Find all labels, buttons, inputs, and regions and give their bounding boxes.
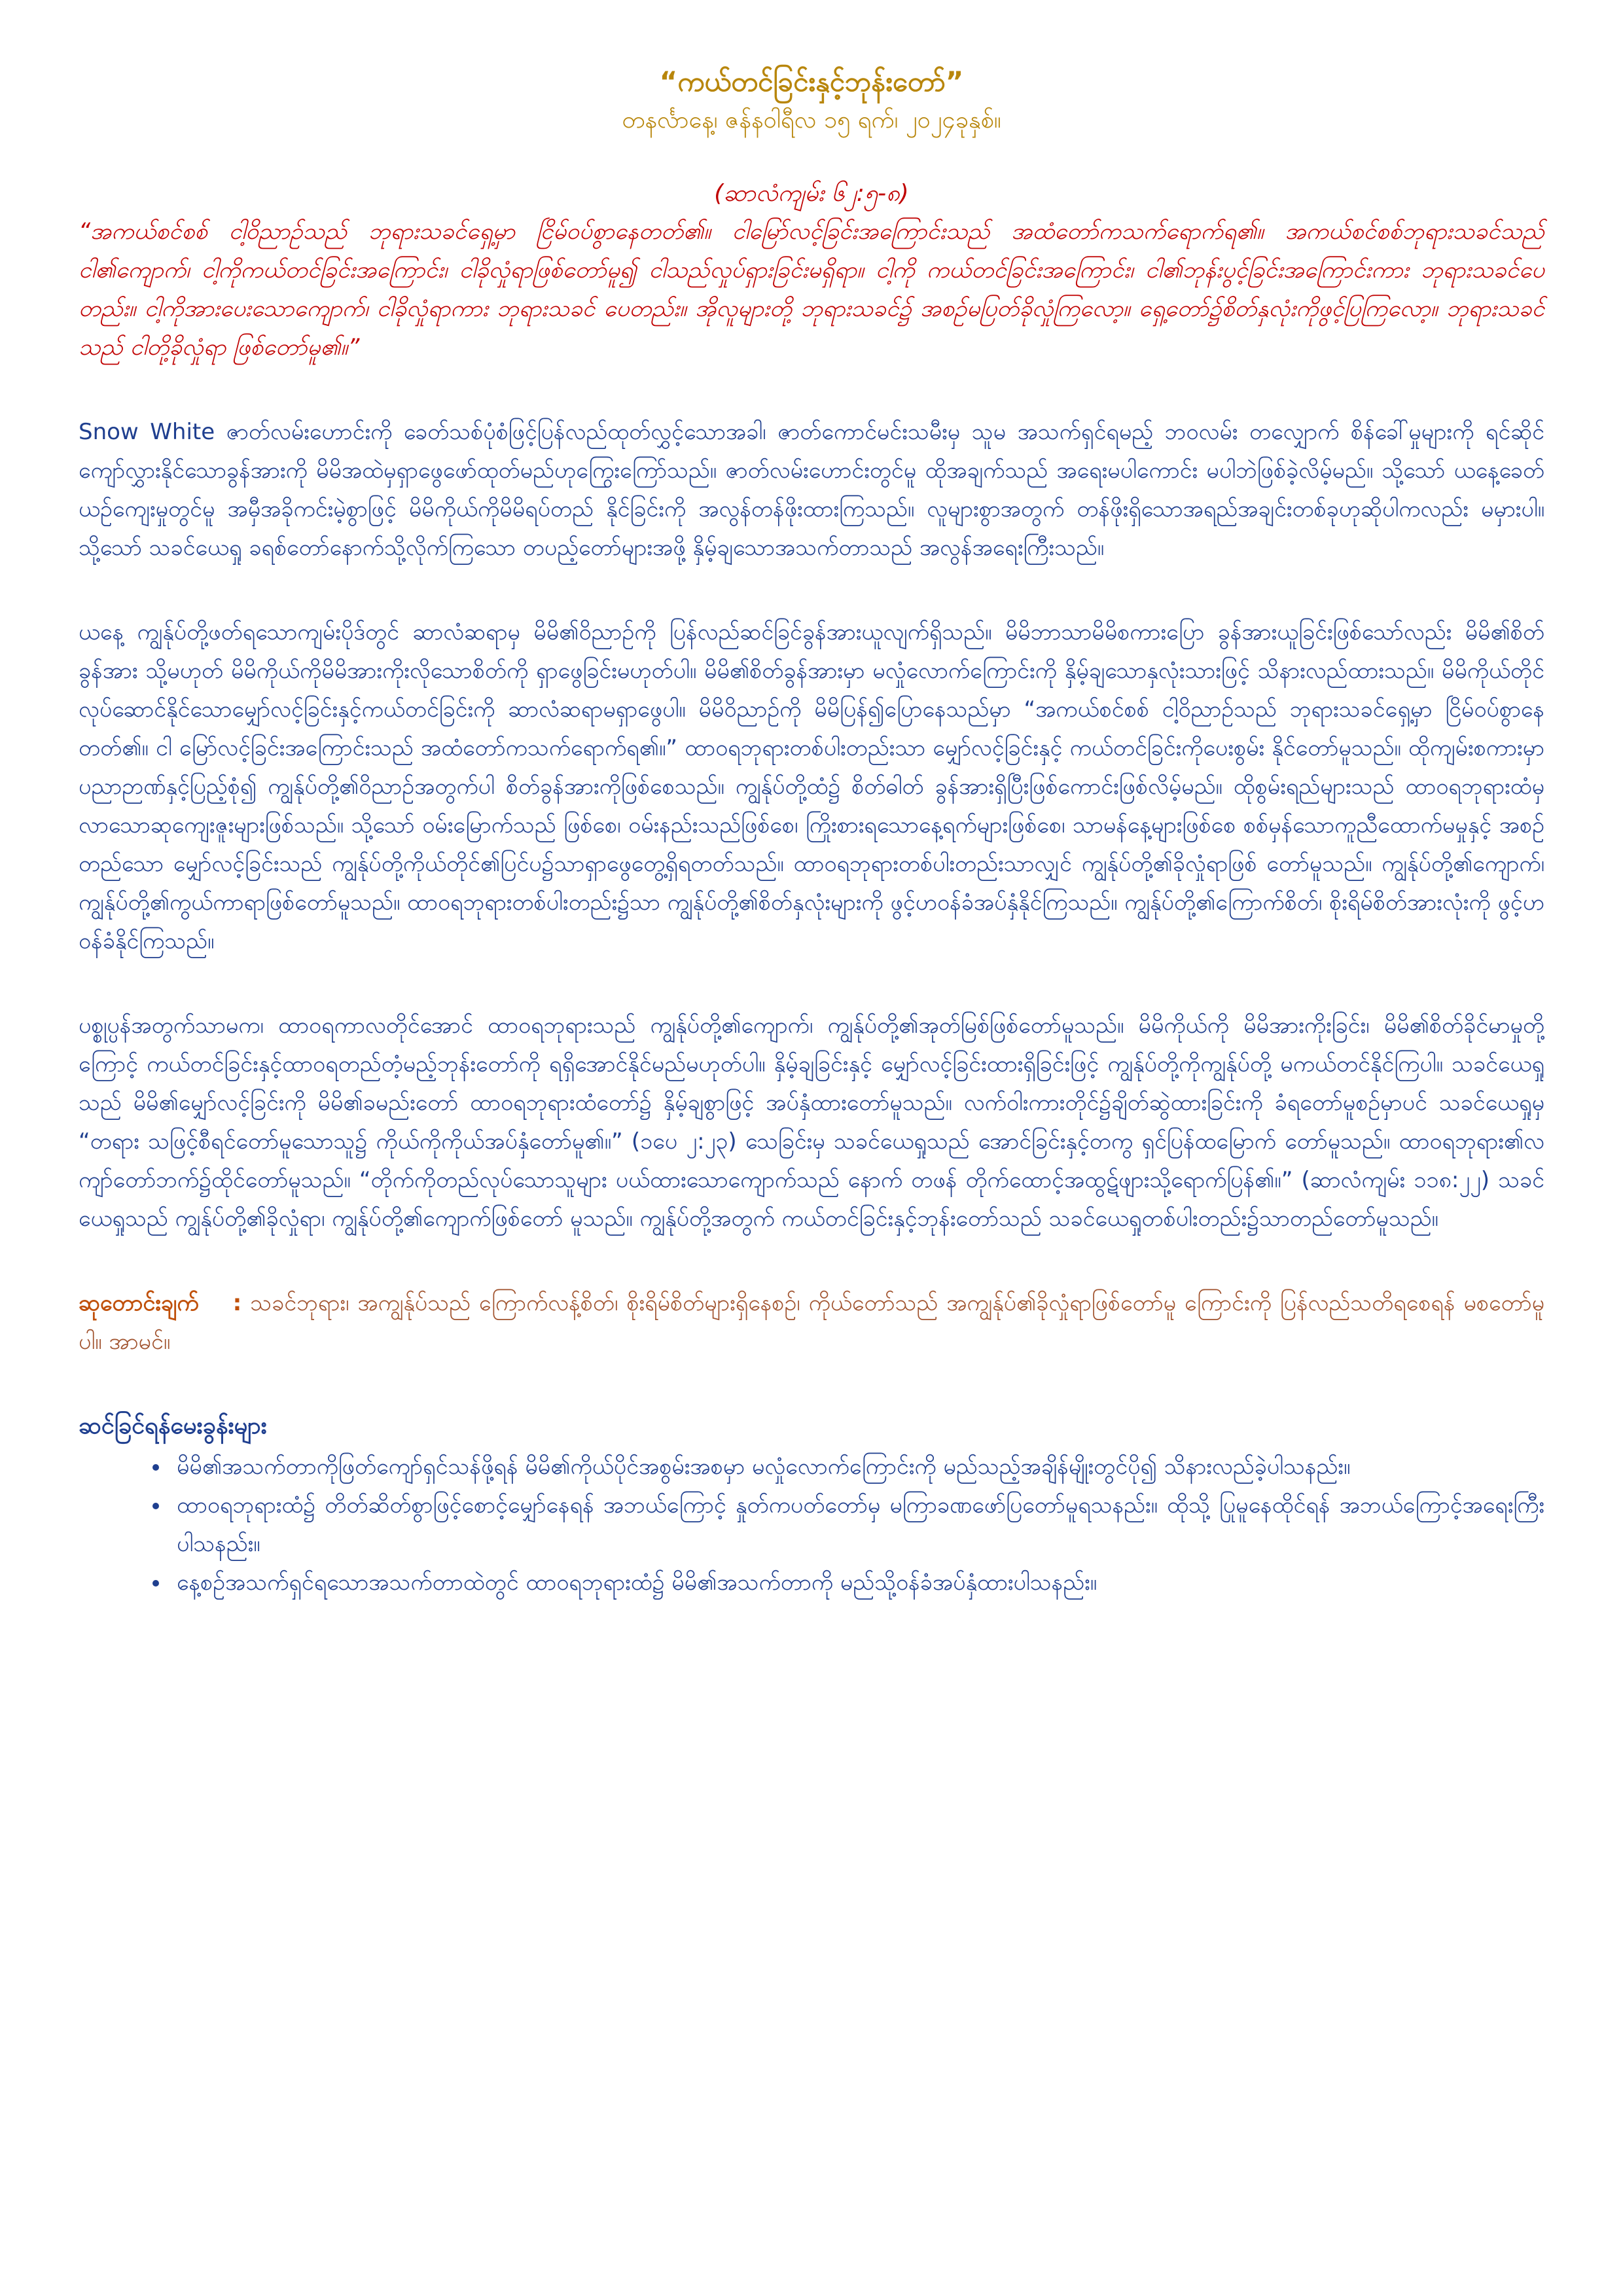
- prayer-separator: :: [232, 1290, 242, 1316]
- prayer-block: [79, 1284, 1544, 1361]
- reflection-question-list: [79, 1448, 1544, 1602]
- body-paragraph-1: Snow White ဇာတ်လမ်းဟောင်းကို ခေတ်သစ်ပုံစံဖြင့်ပြန်လည်ထုတ်လွှင့်သောအခါ၊ ဇာတ်ကောင်မင်းသမီးမှ သူမ အသက်ရှင်ရမည့် ဘဝလမ်း တလျှောက် စိန်ခေါ်မှုများကို ရင်ဆိုင်ကျော်လွှားနိုင်သောခွန်အားကို မိမိအထဲမှရှာဖွေဖော်ထုတ်မည်ဟုကြွေးကြော်သည်။ ဇာတ်လမ်းဟောင်းတွင်မူ ထိုအချက်သည် အရေးမပါကောင်း မပါဘဲဖြစ်ခဲ့လိမ့်မည်။ သို့သော် ယနေ့ခေတ်ယဉ်ကျေးမှုတွင်မူ အမှီအခိုကင်းမဲ့စွာဖြင့် မိမိကိုယ်ကိုမိမိရပ်တည် နိုင်ခြင်းကို အလွန်တန်ဖိုးထားကြသည်။ လူများစွာအတွက် တန်ဖိုးရှိသောအရည်အချင်းတစ်ခုဟုဆိုပါကလည်း မမှားပါ။ သို့သော် သခင်ယေရှု ခရစ်တော်နောက်သို့လိုက်ကြသော တပည့်တော်များအဖို့ နှိမ့်ချသောအသက်တာသည် အလွန်အရေးကြီးသည်။: [79, 419, 1544, 561]
- reflection-heading: ဆင်ခြင်ရန်မေးခွန်းများ: [79, 1412, 267, 1439]
- reflection-question-1: • မိမိ၏အသက်တာကိုဖြတ်ကျော်ရှင်သန်ဖို့ရန် မိမိ၏ကိုယ်ပိုင်အစွမ်းအစမှာ မလှုံလောက်ကြောင်းကို မည်သည့်အချိန်မျိုးတွင်ပို၍ သိနားလည်ခဲ့ပါသနည်း။: [170, 1448, 1544, 1486]
- scripture-quote: “အကယ်စင်စစ် ငါ့ဝိညာဉ်သည် ဘုရားသခင်ရှေ့မှာ ငြိမ်ဝပ်စွာနေတတ်၏။ ငါမြော်လင့်ခြင်းအကြောင်းသည် အထံတော်ကသက်ရောက်ရ၏။ အကယ်စင်စစ်ဘုရားသခင်သည် ငါ၏ကျောက်၊ ငါ့ကိုကယ်တင်ခြင်းအကြောင်း၊ ငါခိုလှုံရာဖြစ်တော်မူ၍ ငါသည်လှုပ်ရှားခြင်းမရှိရာ။ ငါ့ကို ကယ်တင်ခြင်းအကြောင်း၊ ငါ၏ဘုန်းပွင့်ခြင်းအကြောင်းကား ဘုရားသခင်ပေတည်း။ ငါ့ကိုအားပေးသောကျောက်၊ ငါခိုလှုံရာကား ဘုရားသခင် ပေတည်း။ အိုလူများတို့ ဘုရားသခင်၌ အစဉ်မပြတ်ခိုလှုံကြလော့။ ရှေ့တော်၌စိတ်နှလုံးကိုဖွင့်ပြကြလော့။ ဘုရားသခင်သည် ငါတို့ခိုလှုံရာ ဖြစ်တော်မူ၏။”: [79, 219, 1544, 361]
- body-paragraph-3: ပစ္စုပ္ပန်အတွက်သာမက၊ ထာဝရကာလတိုင်အောင် ထာဝရဘုရားသည် ကျွန်ုပ်တို့၏ကျောက်၊ ကျွန်ုပ်တို့၏အုတ်မြစ်ဖြစ်တော်မူသည်။ မိမိကိုယ်ကို မိမိအားကိုးခြင်း၊ မိမိ၏စိတ်ခိုင်မာမှုတို့ကြောင့် ကယ်တင်ခြင်းနှင့်ထာဝရတည်တံ့မည့်ဘုန်းတော်ကို ရရှိအောင်နိုင်မည်မဟုတ်ပါ။ နှိမ့်ချခြင်းနှင့် မျှော်လင့်ခြင်းထားရှိခြင်းဖြင့် ကျွန်ုပ်တို့ကိုကျွန်ုပ်တို့ မကယ်တင်နိုင်ကြပါ။ သခင်ယေရှုသည် မိမိ၏မျှော်လင့်ခြင်းကို မိမိ၏ခမည်းတော် ထာဝရဘုရားထံတော်၌ နှိမ့်ချစွာဖြင့် အပ်နှံထားတော်မူသည်။ လက်ဝါးကားတိုင်၌ချိတ်ဆွဲထားခြင်းကို ခံရတော်မူစဉ်မှာပင် သခင်ယေရှုမှ “တရား သဖြင့်စီရင်တော်မူသောသူ၌ ကိုယ်ကိုကိုယ်အပ်နှံတော်မူ၏။” (၁ပေ ၂:၂၃) သေခြင်းမှ သခင်ယေရှုသည် အောင်ခြင်းနှင့်တကွ ရှင်ပြန်ထမြောက် တော်မူသည်။ ထာဝရဘုရား၏လကျာ်တော်ဘက်၌ထိုင်တော်မူသည်။ “တိုက်ကိုတည်လုပ်သောသူများ ပယ်ထားသောကျောက်သည် နောက် တဖန် တိုက်ထောင့်အထွဋ်ဖျားသို့ရောက်ပြန်၏။” (ဆာလံကျမ်း ၁၁၈:၂၂) သခင်ယေရှုသည် ကျွန်ုပ်တို့၏ခိုလှုံရာ၊ ကျွန်ုပ်တို့၏ကျောက်ဖြစ်တော် မူသည်။ ကျွန်ုပ်တို့အတွက် ကယ်တင်ခြင်းနှင့်ဘုန်းတော်သည် သခင်ယေရှုတစ်ပါးတည်း၌သာတည်တော်မူသည်။: [79, 1013, 1544, 1232]
- devotional-date: တနင်္လာနေ့၊ ဇန်နဝါရီလ ၁၅ ရက်၊ ၂၀၂၄ခုနှစ်။: [622, 107, 1001, 134]
- devotional-page: [79, 62, 1544, 1602]
- scripture-reference: (ဆာလံကျမ်း ၆၂:၅-၈): [714, 180, 909, 207]
- reflection-question-3: • နေ့စဉ်အသက်ရှင်ရသောအသက်တာထဲတွင် ထာဝရဘုရားထံ၌ မိမိ၏အသက်တာကို မည်သို့ဝန်ခံအပ်နှံထားပါသနည်း။: [170, 1564, 1544, 1602]
- body-paragraph-2: ယနေ့ ကျွန်ုပ်တို့ဖတ်ရသောကျမ်းပိုဒ်တွင် ဆာလံဆရာမှ မိမိ၏ဝိညာဉ်ကို ပြန်လည်ဆင်ခြင်ခွန်အားယူလျက်ရှိသည်။ မိမိဘာသာမိမိစကားပြော ခွန်အားယူခြင်းဖြစ်သော်လည်း မိမိ၏စိတ်ခွန်အား သို့မဟုတ် မိမိကိုယ်ကိုမိမိအားကိုးလိုသောစိတ်ကို ရှာဖွေခြင်းမဟုတ်ပါ။ မိမိ၏စိတ်ခွန်အားမှာ မလှုံလောက်ကြောင်းကို နှိမ့်ချသောနှလုံးသားဖြင့် သိနားလည်ထားသည်။ မိမိကိုယ်တိုင်လုပ်ဆောင်နိုင်သောမျှော်လင့်ခြင်းနှင့်ကယ်တင်ခြင်းကို ဆာလံဆရာမရှာဖွေပါ။ မိမိဝိညာဉ်ကို မိမိပြန်၍ပြောနေသည်မှာ “အကယ်စင်စစ် ငါ့ဝိညာဉ်သည် ဘုရားသခင်ရှေ့မှာ ငြိမ်ဝပ်စွာနေတတ်၏။ ငါ မြော်လင့်ခြင်းအကြောင်းသည် အထံတော်ကသက်ရောက်ရ၏။” ထာဝရဘုရားတစ်ပါးတည်းသာ မျှော်လင့်ခြင်းနှင့် ကယ်တင်ခြင်းကိုပေးစွမ်း နိုင်တော်မူသည်။ ထိုကျမ်းစကားမှာ ပညာဉာဏ်နှင့်ပြည့်စုံ၍ ကျွန်ုပ်တို့၏ဝိညာဉ်အတွက်ပါ စိတ်ခွန်အားကိုဖြစ်စေသည်။ ကျွန်ုပ်တို့ထံ၌ စိတ်ဓါတ် ခွန်အားရှိပြီးဖြစ်ကောင်းဖြစ်လိမ့်မည်။ ထိုစွမ်းရည်များသည် ထာဝရဘုရားထံမှလာသောဆုကျေးဇူးများဖြစ်သည်။ သို့သော် ဝမ်းမြောက်သည် ဖြစ်စေ၊ ဝမ်းနည်းသည်ဖြစ်စေ၊ ကြိုးစားရသောနေ့ရက်များဖြစ်စေ၊ သာမန်နေ့များဖြစ်စေ စစ်မှန်သောကူညီထောက်မမှုနှင့် အစဉ်တည်သော မျှော်လင့်ခြင်းသည် ကျွန်ုပ်တို့ကိုယ်တိုင်၏ပြင်ပ၌သာရှာဖွေတွေ့ရှိရတတ်သည်။ ထာဝရဘုရားတစ်ပါးတည်းသာလျှင် ကျွန်ုပ်တို့၏ခိုလှုံရာဖြစ် တော်မူသည်။ ကျွန်ုပ်တို့၏ကျောက်၊ ကျွန်ုပ်တို့၏ကွယ်ကာရာဖြစ်တော်မူသည်။ ထာဝရဘုရားတစ်ပါးတည်း၌သာ ကျွန်ုပ်တို့၏စိတ်နှလုံးများကို ဖွင့်ဟဝန်ခံအပ်နှံနိုင်ကြသည်။ ကျွန်ုပ်တို့၏ကြောက်စိတ်၊ စိုးရိမ်စိတ်အားလုံးကို ဖွင့်ဟဝန်ခံနိုင်ကြသည်။: [79, 619, 1544, 954]
- prayer-label: ဆုတောင်းချက်: [79, 1290, 199, 1316]
- devotional-title: “ကယ်တင်ခြင်းနှင့်ဘုန်းတော်”: [659, 65, 964, 98]
- prayer-text: သခင်ဘုရား၊ အကျွန်ုပ်သည် ကြောက်လန့်စိတ်၊ စိုးရိမ်စိတ်များရှိနေစဉ်၊ ကိုယ်တော်သည် အကျွန်ုပ်၏ခိုလှုံရာဖြစ်တော်မူ ကြောင်းကို ပြန်လည်သတိရစေရန် မစတော်မူပါ။ အာမင်။: [79, 1290, 1545, 1355]
- reflection-question-2: • ထာဝရဘုရားထံ၌ တိတ်ဆိတ်စွာဖြင့်စောင့်မျှော်နေရန် အဘယ်ကြောင့် နှုတ်ကပတ်တော်မှ မကြာခဏဖော်ပြတော်မူရသနည်း။ ထိုသို့ ပြုမူနေထိုင်ရန် အဘယ်ကြောင့်အရေးကြီးပါသနည်း။: [170, 1486, 1544, 1564]
